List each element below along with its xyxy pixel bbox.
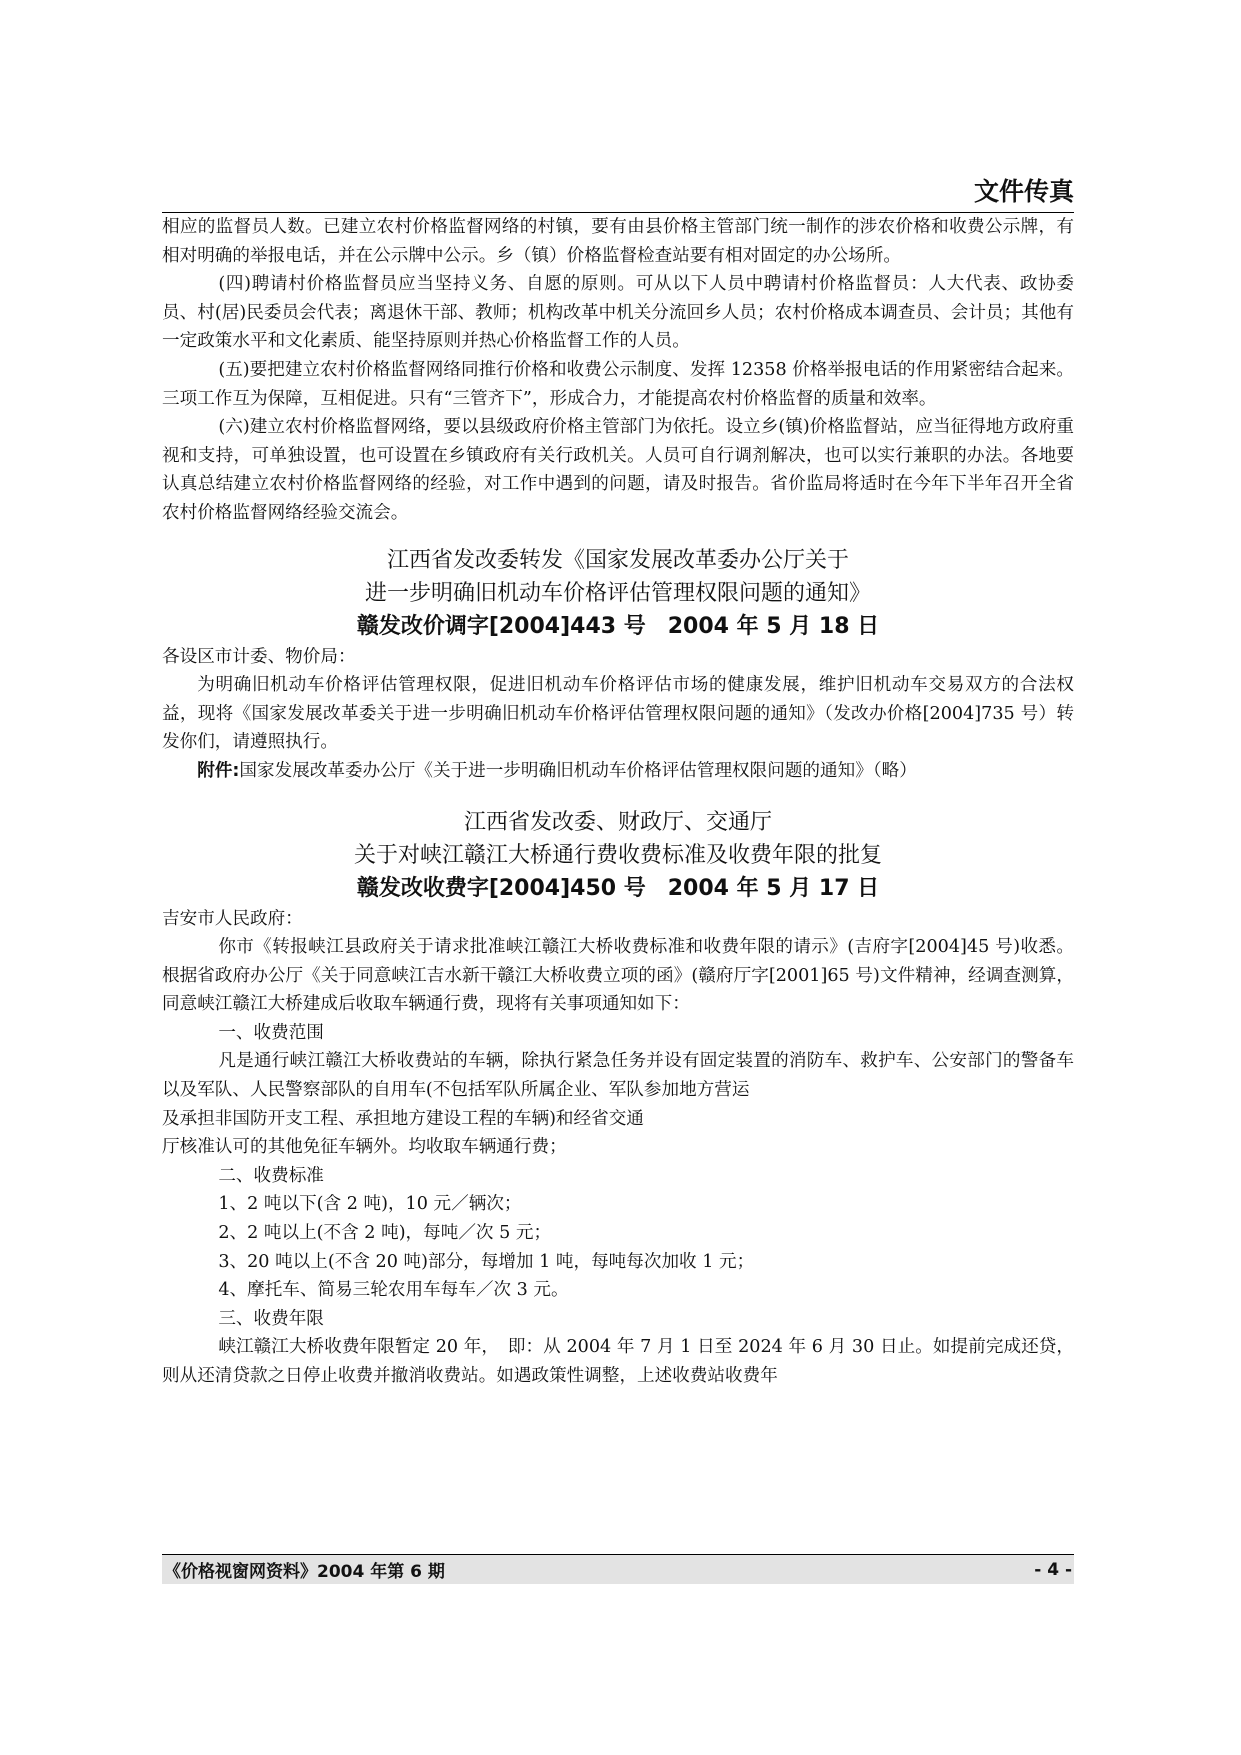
attachment-line bbox=[162, 757, 1074, 786]
heading: 三、收费年限 bbox=[218, 1308, 324, 1329]
section-title: 关于对峡江赣江大桥通行费收费标准及收费年限的批复 bbox=[353, 842, 882, 868]
page-footer bbox=[162, 1554, 1074, 1584]
document-body bbox=[162, 213, 1074, 1391]
document-page bbox=[162, 176, 1074, 1391]
heading: 二、收费标准 bbox=[218, 1165, 324, 1186]
fee-item: 3、20 吨以上(不含 20 吨)部分，每增加 1 吨，每吨每次加收 1 元； bbox=[218, 1251, 755, 1272]
page-number: - 4 - bbox=[1034, 1559, 1072, 1580]
paragraph: 厅核准认可的其他免征车辆外。均收取车辆通行费； bbox=[162, 1137, 567, 1158]
fee-item: 1、2 吨以下(含 2 吨)，10 元／辆次； bbox=[218, 1194, 522, 1215]
addressee: 各设区市计委、物价局： bbox=[162, 646, 356, 667]
paragraph: 你市《转报峡江县政府关于请求批准峡江赣江大桥收费标准和收费年限的请示》(吉府字[2004]45 号)收悉。根据省政府办公厅《关于同意峡江吉水新干赣江大桥收费立项的函》(赣府厅字[2001]65 号)文件精神，经调查测算，同意峡江赣江大桥建成后收取车辆通行费，现将有关事项通知如下： bbox=[162, 937, 1074, 1015]
paragraph: 相应的监督员人数。已建立农村价格监督网络的村镇，要有由县价格主管部门统一制作的涉农价格和收费公示牌，有相对明确的举报电话，并在公示牌中公示。乡（镇）价格监督检查站要有相对固定的办公场所。 bbox=[162, 217, 1074, 266]
paragraph: 凡是通行峡江赣江大桥收费站的车辆，除执行紧急任务并设有固定装置的消防车、救护车、公安部门的警备车以及军队、人民警察部队的自用车(不包括军队所属企业、军队参加地方营运 bbox=[162, 1051, 1074, 1101]
paragraph: 为明确旧机动车价格评估管理权限，促进旧机动车价格评估市场的健康发展，维护旧机动车交易双方的合法权益，现将《国家发展改革委关于进一步明确旧机动车价格评估管理权限问题的通知》（发改办价格[2004]735 号）转发你们，请遵照执行。 bbox=[162, 675, 1074, 753]
paragraph: (四)聘请村价格监督员应当坚持义务、自愿的原则。可从以下人员中聘请村价格监督员：人大代表、政协委员、村(居)民委员会代表；离退休干部、教师；机构改革中机关分流回乡人员；农村价格成本调查员、会计员；其他有一定政策水平和文化素质、能坚持原则并热心价格监督工作的人员。 bbox=[162, 274, 1074, 352]
fee-item: 4、摩托车、简易三轮农用车每车／次 3 元。 bbox=[218, 1280, 569, 1301]
attachment-text: 国家发展改革委办公厅《关于进一步明确旧机动车价格评估管理权限问题的通知》（略） bbox=[239, 760, 917, 781]
fee-item: 2、2 吨以上(不含 2 吨)，每吨／次 5 元； bbox=[218, 1223, 552, 1244]
attachment-label: 附件: bbox=[197, 760, 240, 781]
section-title: 江西省发改委、财政厅、交通厅 bbox=[463, 809, 772, 835]
heading: 一、收费范围 bbox=[218, 1022, 324, 1043]
document-number: 赣发改价调字[2004]443 号 2004 年 5 月 18 日 bbox=[356, 613, 880, 639]
paragraph: 峡江赣江大桥收费年限暂定 20 年， 即：从 2004 年 7 月 1 日至 2024 年 6 月 30 日止。如提前完成还贷，则从还清贷款之日停止收费并撤消收费站。如遇政策性调整，上述收费站收费年 bbox=[162, 1337, 1074, 1386]
section-title: 江西省发改委转发《国家发展改革委办公厅关于 bbox=[386, 547, 849, 573]
publication-title: 《价格视窗网资料》2004 年第 6 期 bbox=[164, 1562, 445, 1582]
addressee: 吉安市人民政府： bbox=[162, 908, 303, 929]
paragraph: (五)要把建立农村价格监督网络同推行价格和收费公示制度、发挥 12358 价格举报电话的作用紧密结合起来。三项工作互为保障，互相促进。只有“三管齐下”，形成合力，才能提高农村价格监督的质量和效率。 bbox=[162, 359, 1074, 409]
section-title: 进一步明确旧机动车价格评估管理权限问题的通知》 bbox=[364, 580, 871, 606]
paragraph: (六)建立农村价格监督网络，要以县级政府价格主管部门为依托。设立乡(镇)价格监督站，应当征得地方政府重视和支持，可单独设置，也可设置在乡镇政府有关行政机关。人员可自行调剂解决，也可以实行兼职的办法。各地要认真总结建立农村价格监督网络的经验，对工作中遇到的问题，请及时报告。省价监局将适时在今年下半年召开全省农村价格监督网络经验交流会。 bbox=[162, 417, 1074, 523]
header-title: 文件传真 bbox=[162, 176, 1074, 213]
document-number: 赣发改收费字[2004]450 号 2004 年 5 月 17 日 bbox=[356, 875, 880, 901]
paragraph: 及承担非国防开支工程、承担地方建设工程的车辆)和经省交通 bbox=[162, 1108, 644, 1129]
